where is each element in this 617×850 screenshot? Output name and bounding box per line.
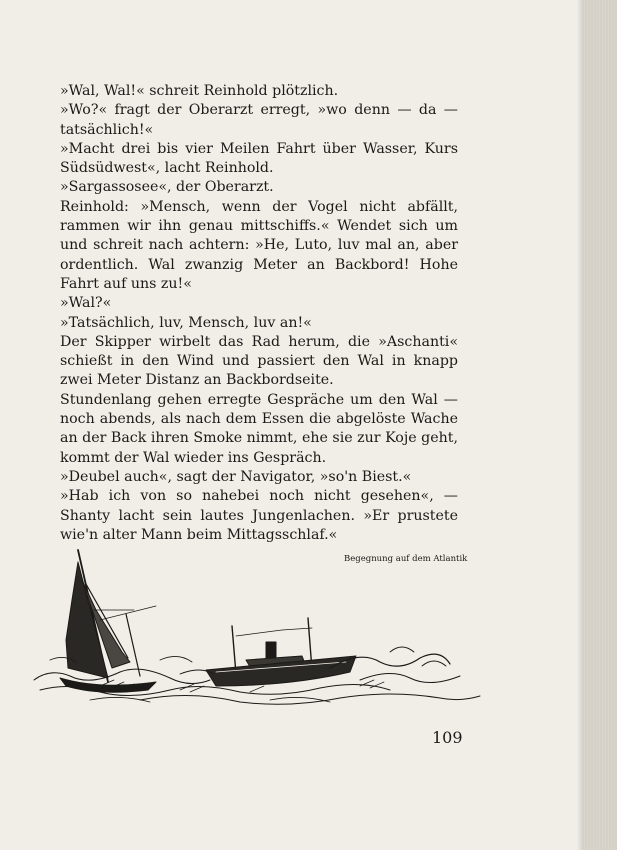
- paragraph: Reinhold: »Mensch, wenn der Vogel nicht abfällt, rammen wir ihn genau mittschiffs.« Wendet sich um und schreit nach achtern: »He, Luto, luv mal an, aber ordentlich. Wal zwanzig Meter an Backbord! Hohe Fahrt auf uns zu!«: [60, 198, 458, 292]
- page-edge: [583, 0, 617, 850]
- body-text: [60, 82, 458, 545]
- paragraph: »Wo?« fragt der Oberarzt erregt, »wo denn — da — tatsächlich!«: [60, 102, 458, 138]
- paragraph: »Deubel auch«, sagt der Navigator, »so'n Biest.«: [60, 468, 412, 485]
- ship-sketch-illustration: [30, 540, 482, 710]
- paragraph: »Wal?«: [60, 295, 112, 312]
- paragraph: Stundenlang gehen erregte Gespräche um den Wal — noch abends, als nach dem Essen die abgelöste Wache an der Back ihren Smoke nimmt, ehe sie zur Koje geht, kommt der Wal wieder ins Gespräch.: [60, 391, 458, 466]
- paragraph: »Macht drei bis vier Meilen Fahrt über Wasser, Kurs Südsüdwest«, lacht Reinhold.: [60, 140, 458, 177]
- illustration-caption: Begegnung auf dem Atlantik: [344, 554, 468, 564]
- page-number: 109: [432, 728, 463, 747]
- paragraph: »Sargassosee«, der Oberarzt.: [60, 179, 274, 196]
- paragraph: »Hab ich von so nahebei noch nicht gesehen«, — Shanty lacht sein lautes Jungenlachen. »Er prustete wie'n alter Mann beim Mittagsschlaf.«: [60, 488, 458, 543]
- paragraph: Der Skipper wirbelt das Rad herum, die »Aschanti« schießt in den Wind und passiert den Wal in knapp zwei Meter Distanz an Backbordseite.: [60, 333, 458, 389]
- paragraph: »Tatsächlich, luv, Mensch, luv an!«: [60, 314, 312, 331]
- paragraph: »Wal, Wal!« schreit Reinhold plötzlich.: [60, 83, 339, 99]
